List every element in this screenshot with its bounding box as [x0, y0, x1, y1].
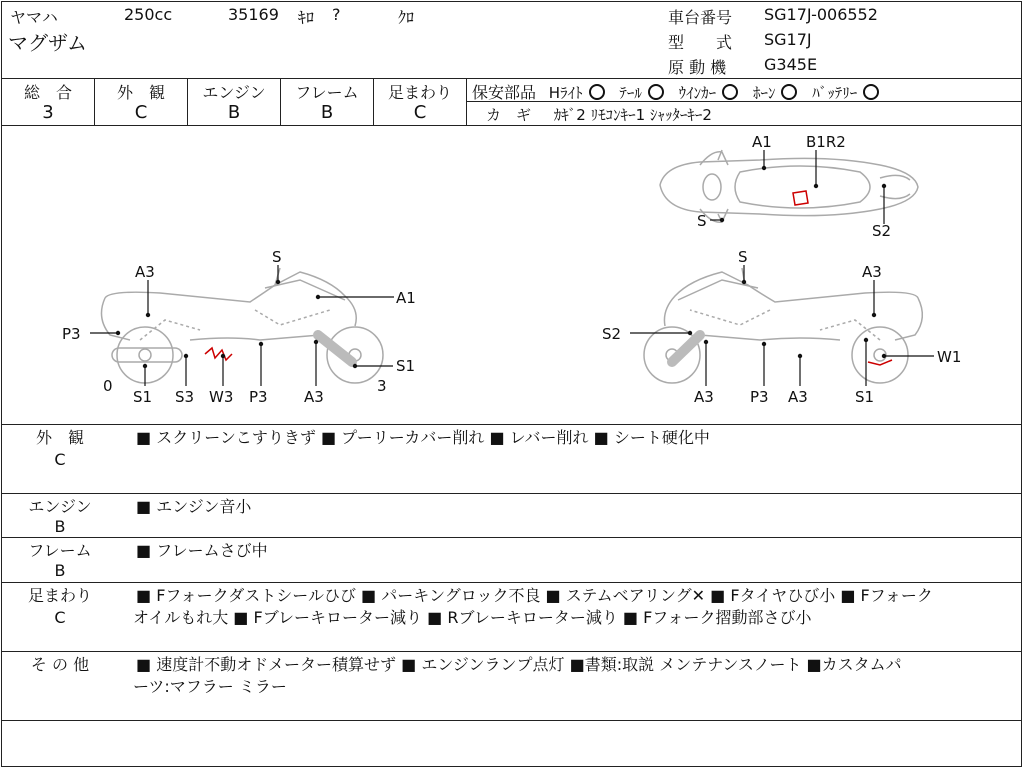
ok-circle-icon: [648, 84, 664, 100]
section-label-frame: フレーム: [28, 541, 92, 560]
section-text-suspension: ■ Fフォークダストシールひび ■ パーキングロック不良 ■ ステムベアリング✕ ■ Fタイヤひび小 ■ Fフォーク: [136, 586, 933, 605]
overall-grade: 3: [42, 102, 54, 123]
section-grade-engine: B: [54, 517, 66, 536]
diagram-label: W1: [937, 348, 962, 366]
diagram-label: S: [697, 212, 707, 230]
section-grade-frame: B: [54, 561, 66, 580]
diagram-label: A1: [396, 289, 416, 307]
diagram-label: S1: [133, 388, 153, 406]
frame-no-label: 車台番号: [668, 8, 733, 27]
section-text-engine: ■ エンジン音小: [136, 497, 252, 516]
diagram-label: 0: [103, 377, 113, 395]
diagram-label: S3: [175, 388, 195, 406]
mileage: 35169: [228, 5, 279, 24]
keys-label: カ ギ: [486, 106, 532, 124]
diagram-label: A3: [304, 388, 324, 406]
diagram-label: A3: [694, 388, 714, 406]
scooter-right-side-view: [644, 268, 922, 383]
section-label-engine: エンジン: [28, 497, 92, 516]
engine-grade: B: [227, 102, 241, 123]
ok-circle-icon: [722, 84, 738, 100]
section-label-exterior: 外 観: [35, 428, 84, 447]
safety-label: 保安部品: [472, 83, 537, 102]
diagram-label: S2: [602, 325, 622, 343]
diagram-label: S1: [855, 388, 875, 406]
type-value: SG17J: [764, 30, 812, 49]
mileage-unit: ｷﾛ: [298, 8, 315, 27]
overall-label: 総 合: [23, 83, 72, 102]
section-grade-exterior: C: [54, 450, 66, 469]
diagram-label: S1: [396, 357, 416, 375]
section-label-other: そ の 他: [30, 655, 90, 674]
section-label-suspension: 足まわり: [27, 586, 92, 605]
damage-mark: [793, 191, 808, 205]
engine-grade-label: エンジン: [202, 83, 266, 102]
section-grade-suspension: C: [54, 608, 66, 627]
leader-lines: [90, 150, 934, 386]
suspension-grade-label: 足まわり: [387, 83, 452, 102]
keys-value: ｶｷﾞ2 ﾘﾓｺﾝｷｰ1 ｼｬｯﾀｰｷｰ2: [553, 106, 712, 124]
diagram-label: A3: [788, 388, 808, 406]
safety-item-winker: ｳｲﾝｶｰ: [678, 84, 717, 102]
diagram-label: A1: [752, 133, 772, 151]
type-label: 型 式: [668, 33, 733, 52]
diagram-label: 3: [377, 377, 387, 395]
diagram-label: P3: [62, 325, 81, 343]
ok-circle-icon: [781, 84, 797, 100]
color: ｸﾛ: [398, 8, 415, 27]
displacement: 250cc: [124, 5, 173, 24]
diagram-label: P3: [750, 388, 769, 406]
section-text-other: ■ 速度計不動オドメーター積算せず ■ エンジンランプ点灯 ■書類:取説 メンテナンスノート ■カスタムパ: [136, 655, 902, 674]
diagram-label: S2: [872, 222, 892, 240]
ok-circle-icon: [863, 84, 879, 100]
frame-grade-label: フレーム: [295, 83, 359, 102]
mileage-flag: ?: [332, 5, 341, 24]
frame-no: SG17J-006552: [764, 5, 878, 24]
safety-item-headlight: Hﾗｲﾄ: [548, 84, 583, 102]
section-text-exterior: ■ スクリーンこすりきず ■ プーリーカバー削れ ■ レバー削れ ■ シート硬化中: [136, 428, 710, 447]
diagram-label: S: [738, 248, 748, 266]
diagram-label: P3: [249, 388, 268, 406]
diagram-label: S: [272, 248, 282, 266]
exterior-label: 外 観: [116, 83, 165, 102]
exterior-grade: C: [134, 102, 148, 123]
diagram-label: A3: [135, 263, 155, 281]
safety-item-battery: ﾊﾞｯﾃﾘｰ: [812, 84, 858, 102]
keys-row: [486, 104, 712, 125]
safety-item-tail: ﾃｰﾙ: [619, 84, 642, 102]
frame-grade: B: [320, 102, 334, 123]
diagram-label: B1R2: [806, 133, 846, 151]
section-text-frame: ■ フレームさび中: [136, 541, 268, 560]
condition-diagram: [0, 126, 1022, 424]
section-text-other-cont: ーツ:マフラー ミラー: [133, 677, 287, 696]
diagram-label: A3: [862, 263, 882, 281]
suspension-grade: C: [413, 102, 427, 123]
diagram-label: W3: [209, 388, 234, 406]
engine-label: 原 動 機: [668, 58, 727, 77]
safety-parts-row: [472, 80, 879, 103]
maker: ヤマハ: [10, 8, 58, 27]
engine-value: G345E: [764, 55, 818, 74]
damage-mark: [205, 348, 232, 360]
safety-item-horn: ﾎｰﾝ: [752, 84, 776, 102]
section-text-suspension-cont: オイルもれ大 ■ Fブレーキローター減り ■ Rブレーキローター減り ■ Fフォーク摺動部さび小: [133, 608, 812, 627]
ok-circle-icon: [589, 84, 605, 100]
model-name: マグザム: [8, 31, 87, 55]
